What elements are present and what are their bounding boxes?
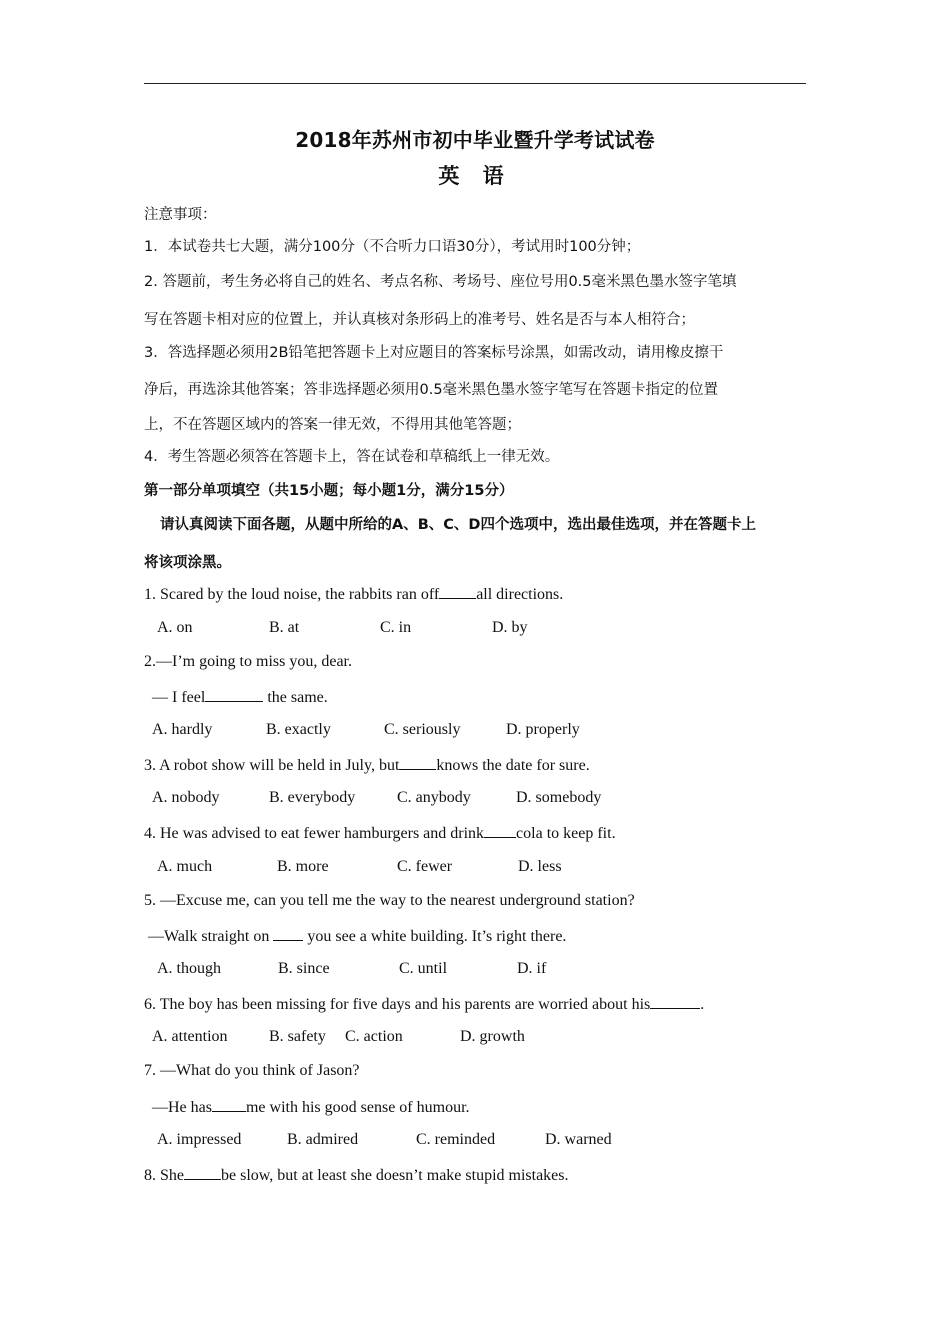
question-2-text: — I feel	[152, 689, 206, 706]
question-6-blank	[650, 994, 700, 1009]
question-7-option-a: A. impressed	[157, 1131, 242, 1148]
question-8-stem	[144, 1165, 569, 1185]
question-6-option-b: B. safety	[269, 1028, 326, 1045]
exam-title: 2018年苏州市初中毕业暨升学考试试卷	[295, 128, 655, 152]
question-4-option-d: D. less	[518, 858, 562, 875]
question-4-text-end: cola to keep fit.	[516, 825, 616, 842]
question-1-text-end: all directions.	[476, 586, 564, 603]
question-1-option-d: D. by	[492, 619, 528, 636]
section-heading: 第一部分单项填空（共15小题；每小题1分，满分15分）	[144, 483, 514, 499]
question-1-option-a: A. on	[157, 619, 193, 636]
question-3-text: 3. A robot show will be held in July, but	[144, 757, 400, 774]
question-2-option-a: A. hardly	[152, 721, 213, 738]
question-6-text: 6. The boy has been missing for five days and his parents are worried about his	[144, 996, 651, 1013]
header-rule	[144, 83, 806, 84]
question-2-option-d: D. properly	[506, 721, 580, 738]
notes-item-2-line-1: 2. 答题前，考生务必将自己的姓名、考点名称、考场号、座位号用0.5毫米黑色墨水签字笔填	[144, 274, 737, 290]
question-8-text: 8. She	[144, 1167, 184, 1184]
question-7-blank	[212, 1097, 246, 1112]
question-5-line-1: 5. —Excuse me, can you tell me the way to the nearest underground station?	[144, 892, 635, 909]
question-1-blank	[439, 584, 476, 599]
question-8-text-end: be slow, but at least she doesn’t make stupid mistakes.	[221, 1167, 569, 1184]
question-4-option-c: C. fewer	[397, 858, 453, 875]
question-6-stem	[144, 994, 704, 1014]
question-2-option-c: C. seriously	[384, 721, 461, 738]
question-2-stem	[152, 687, 328, 707]
question-7-text-end: me with his good sense of humour.	[245, 1099, 470, 1116]
question-4-blank	[484, 823, 516, 838]
question-6-text-end: .	[700, 996, 705, 1013]
question-5-option-d: D. if	[517, 960, 547, 977]
section-instruction-line-1: 请认真阅读下面各题，从题中所给的A、B、C、D四个选项中，选出最佳选项，并在答题卡上	[160, 517, 756, 533]
question-6-option-d: D. growth	[460, 1028, 525, 1045]
question-5-stem	[148, 926, 566, 946]
question-6-option-a: A. attention	[152, 1028, 228, 1045]
question-3-option-a: A. nobody	[152, 789, 220, 806]
question-5-text-end: you see a white building. It’s right there.	[303, 928, 567, 945]
question-6-option-c: C. action	[345, 1028, 403, 1045]
notes-item-3-line-2: 净后，再选涂其他答案；答非选择题必须用0.5毫米黑色墨水签字笔写在答题卡指定的位置	[144, 382, 719, 398]
question-4-text: 4. He was advised to eat fewer hamburgers and drink	[144, 825, 485, 842]
question-2-text-end: the same.	[263, 689, 328, 706]
question-7-option-d: D. warned	[545, 1131, 612, 1148]
question-7-stem	[152, 1097, 470, 1117]
question-5-option-a: A. though	[157, 960, 221, 977]
notes-item-3-line-3: 上，不在答题区域内的答案一律无效，不得用其他笔答题；	[144, 417, 521, 433]
question-4-option-b: B. more	[277, 858, 329, 875]
question-2-option-b: B. exactly	[266, 721, 331, 738]
question-4-option-a: A. much	[157, 858, 213, 875]
question-5-option-c: C. until	[399, 960, 448, 977]
section-instruction-line-2: 将该项涂黑。	[144, 555, 231, 571]
question-3-option-b: B. everybody	[269, 789, 356, 806]
question-2-blank	[205, 687, 263, 702]
question-7-text: —He has	[152, 1099, 212, 1116]
question-3-option-c: C. anybody	[397, 789, 471, 806]
question-3-text-end: knows the date for sure.	[436, 757, 590, 774]
question-1-option-c: C. in	[380, 619, 412, 636]
question-7-option-c: C. reminded	[416, 1131, 496, 1148]
question-7-line-1: 7. —What do you think of Jason?	[144, 1062, 360, 1079]
notes-item-1: 1．本试卷共七大题，满分100分（不合听力口语30分），考试用时100分钟；	[144, 239, 641, 255]
question-5-blank	[273, 926, 303, 941]
question-1-option-b: B. at	[269, 619, 300, 636]
question-7-option-b: B. admired	[287, 1131, 359, 1148]
question-5-text: —Walk straight on	[148, 928, 274, 945]
question-3-blank	[399, 755, 436, 770]
notes-item-2-line-2: 写在答题卡相对应的位置上，并认真核对条形码上的准考号、姓名是否与本人相符合；	[144, 312, 695, 328]
notes-item-4: 4．考生答题必须答在答题卡上，答在试卷和草稿纸上一律无效。	[144, 449, 560, 465]
question-3-option-d: D. somebody	[516, 789, 602, 806]
question-5-option-b: B. since	[278, 960, 330, 977]
subject-title: 英 语	[438, 164, 512, 188]
question-4-stem	[144, 823, 616, 843]
question-1-stem	[144, 584, 563, 604]
question-8-blank	[184, 1165, 221, 1180]
notes-heading: 注意事项：	[144, 207, 217, 223]
notes-item-3-line-1: 3．答选择题必须用2B铅笔把答题卡上对应题目的答案标号涂黑，如需改动，请用橡皮擦干	[144, 345, 724, 361]
question-1-text: 1. Scared by the loud noise, the rabbits ran off	[144, 586, 440, 603]
question-3-stem	[144, 755, 590, 775]
question-2-line-1: 2.—I’m going to miss you, dear.	[144, 653, 352, 670]
